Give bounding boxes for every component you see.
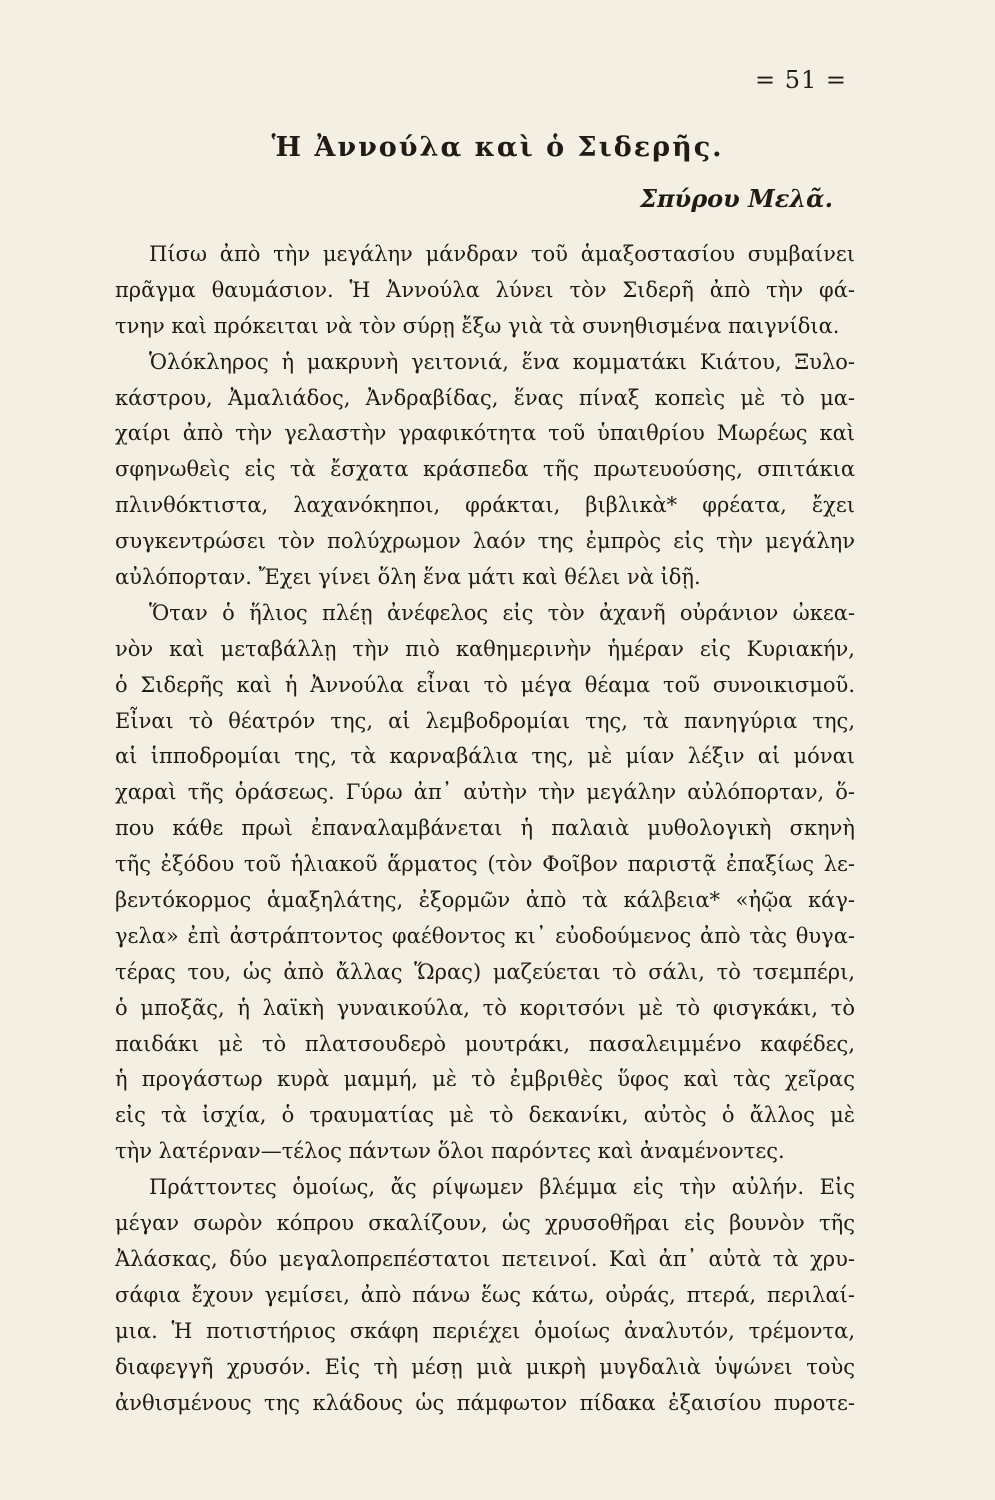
text-line: παιδάκι μὲ τὸ πλατσουδερὸ μουτράκι, πασαλειμμένο καφέδες, (115, 1031, 855, 1056)
text-line: τνην καὶ πρόκειται νὰ τὸν σύρῃ ἔξω γιὰ τὰ συνηθισμένα παιγνίδια. (115, 313, 840, 338)
text-line: Ὁλόκληρος ἡ μακρυνὴ γειτονιά, ἕνα κομματάκι Κιάτου, Ξυλο- (149, 349, 855, 374)
text-line: ὁ Σιδερῆς καὶ ἡ Ἀννούλα εἶναι τὸ μέγα θέαμα τοῦ συνοικισμοῦ. (115, 672, 855, 697)
text-line: πλινθόκτιστα, λαχανόκηποι, φράκται, βιβλικὰ* φρέατα, ἔχει (115, 493, 855, 518)
text-line: σάφια ἔχουν γεμίσει, ἀπὸ πάνω ἕως κάτω, οὐράς, πτερά, περιλαί- (115, 1282, 855, 1307)
text-line: πρᾶγμα θαυμάσιον. Ἡ Ἀννούλα λύνει τὸν Σιδερῆ ἀπὸ τὴν φά- (115, 277, 855, 302)
text-line: τῆς ἐξόδου τοῦ ἡλιακοῦ ἅρματος (τὸν Φοῖβον παριστᾷ ἐπαξίως λε- (115, 852, 855, 877)
text-line: τὴν λατέρναν—τέλος πάντων ὅλοι παρόντες καὶ ἀναμένοντες. (115, 1139, 785, 1164)
text-line: Πίσω ἀπὸ τὴν μεγάλην μάνδραν τοῦ ἁμαξοστασίου συμβαίνει (149, 242, 855, 266)
text-line: εἰς τὰ ἰσχία, ὁ τραυματίας μὲ τὸ δεκανίκι, αὐτὸς ὁ ἄλλος μὲ (115, 1103, 855, 1128)
text-line: βεντόκορμος ἁμαξηλάτης, ἐξορμῶν ἀπὸ τὰ κάλβεια* «ἠῷα κάγ- (115, 888, 855, 913)
text-line: σφηνωθεὶς εἰς τὰ ἔσχατα κράσπεδα τῆς πρωτευούσης, σπιτάκια (115, 457, 855, 482)
text-line: μέγαν σωρὸν κόπρου σκαλίζουν, ὡς χρυσοθῆραι εἰς βουνὸν τῆς (115, 1211, 855, 1236)
text-line: νὸν καὶ μεταβάλλῃ τὴν πιὸ καθημερινὴν ἡμέραν εἰς Κυριακήν, (115, 636, 855, 661)
text-line: συγκεντρώσει τὸν πολύχρωμον λαόν της ἐμπρὸς εἰς τὴν μεγάλην (115, 529, 855, 554)
text-line: που κάθε πρωὶ ἐπαναλαμβάνεται ἡ παλαιὰ μυθολογικὴ σκηνὴ (115, 816, 855, 841)
text-line: χαίρι ἀπὸ τὴν γελαστὴν γραφικότητα τοῦ ὑπαιθρίου Μωρέως καὶ (115, 421, 855, 446)
text-line: ὁ μποξᾶς, ἡ λαϊκὴ γυναικούλα, τὸ κοριτσόνι μὲ τὸ φισγκάκι, τὸ (115, 995, 855, 1020)
text-line: κάστρου, Ἀμαλιάδος, Ἀνδραβίδας, ἕνας πίναξ κοπεὶς μὲ τὸ μα- (115, 385, 855, 410)
text-line: αἱ ἱπποδρομίαι της, τὰ καρναβάλια της, μὲ μίαν λέξιν αἱ μόναι (115, 744, 855, 769)
text-line: διαφεγγῆ χρυσόν. Εἰς τὴ μέσῃ μιὰ μικρὴ μυγδαλιὰ ὑψώνει τοὺς (115, 1354, 855, 1379)
text-line: μια. Ἡ ποτιστήριος σκάφη περιέχει ὁμοίως ἀναλυτόν, τρέμοντα, (115, 1318, 855, 1343)
text-line: Εἶναι τὸ θέατρόν της, αἱ λεμβοδρομίαι της, τὰ πανηγύρια της, (115, 708, 855, 733)
text-line: Ἀλάσκας, δύο μεγαλοπρεπέστατοι πετεινοί. Καὶ ἀπ᾽ αὐτὰ τὰ χρυ- (115, 1246, 855, 1271)
text-line: αὐλόπορταν. Ἔχει γίνει ὅλη ἕνα μάτι καὶ θέλει νὰ ἰδῇ. (115, 565, 701, 590)
text-line: χαραὶ τῆς ὁράσεως. Γύρω ἀπ᾽ αὐτὴν τὴν μεγάλην αὐλόπορταν, ὅ- (115, 780, 855, 805)
text-line: γελα» ἐπὶ ἀστράπτοντος φαέθοντος κι᾽ εὐοδούμενος ἀπὸ τὰς θυγα- (115, 923, 855, 948)
text-line: τέρας του, ὡς ἀπὸ ἄλλας Ὥρας) μαζεύεται τὸ σάλι, τὸ τσεμπέρι, (115, 959, 855, 984)
text-line: ἀνθισμένους της κλάδους ὡς πάμφωτον πίδακα ἐξαισίου πυροτε- (115, 1390, 855, 1415)
body-text (115, 237, 855, 1421)
chapter-title: Ἡ Ἀννούλα καὶ ὁ Σιδερῆς. (271, 132, 724, 163)
author-name: Σπύρου Μελᾶ. (640, 184, 833, 213)
text-line: ἡ προγάστωρ κυρὰ μαμμή, μὲ τὸ ἐμβριθὲς ὕφος καὶ τὰς χεῖρας (115, 1067, 855, 1092)
text-line: Ὅταν ὁ ἥλιος πλέῃ ἀνέφελος εἰς τὸν ἀχανῆ οὐράνιον ὠκεα- (149, 600, 855, 625)
page-number: = 51 = (754, 66, 847, 94)
text-line: Πράττοντες ὁμοίως, ἄς ρίψωμεν βλέμμα εἰς τὴν αὐλήν. Εἰς (149, 1175, 855, 1200)
